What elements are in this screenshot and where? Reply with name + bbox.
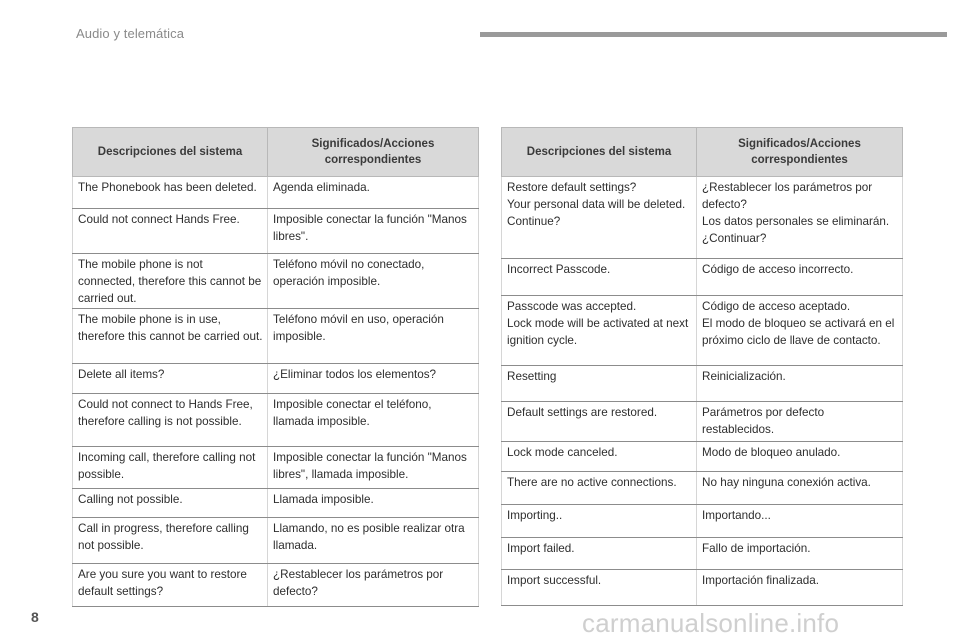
cell-description: Call in progress, therefore calling not possible. — [73, 518, 268, 564]
table-header-row — [73, 128, 479, 177]
cell-description: Import failed. — [502, 538, 697, 570]
column-header-meaning: Significados/Acciones correspondientes — [268, 128, 479, 177]
column-header-description: Descripciones del sistema — [502, 128, 697, 177]
cell-description: Import successful. — [502, 570, 697, 606]
table-row — [502, 402, 903, 442]
page-number: 8 — [31, 609, 39, 625]
watermark: carmanualsonline.info — [582, 608, 840, 638]
cell-meaning: Teléfono móvil en uso, operación imposible. — [268, 309, 479, 364]
messages-table-right — [501, 127, 903, 606]
cell-description: The Phonebook has been deleted. — [73, 177, 268, 209]
table-header-row — [502, 128, 903, 177]
cell-description: Could not connect to Hands Free, therefore calling is not possible. — [73, 394, 268, 447]
cell-meaning: Parámetros por defecto restablecidos. — [697, 402, 903, 442]
cell-description: There are no active connections. — [502, 472, 697, 505]
table-row — [502, 177, 903, 259]
table-row — [73, 447, 479, 489]
table-row — [73, 177, 479, 209]
cell-description: Importing.. — [502, 505, 697, 538]
table-row — [502, 570, 903, 606]
cell-meaning: Fallo de importación. — [697, 538, 903, 570]
cell-description: Delete all items? — [73, 364, 268, 394]
table-row — [502, 472, 903, 505]
cell-meaning: Imposible conectar la función "Manos libres". — [268, 209, 479, 254]
cell-description: Restore default settings? Your personal data will be deleted. Continue? — [502, 177, 697, 259]
cell-meaning: Modo de bloqueo anulado. — [697, 442, 903, 472]
table-row — [502, 538, 903, 570]
column-header-description: Descripciones del sistema — [73, 128, 268, 177]
messages-table-left — [72, 127, 479, 607]
cell-description: Calling not possible. — [73, 489, 268, 518]
cell-meaning: Importando... — [697, 505, 903, 538]
cell-meaning: Imposible conectar la función "Manos libres", llamada imposible. — [268, 447, 479, 489]
cell-description: The mobile phone is not connected, therefore this cannot be carried out. — [73, 254, 268, 309]
table-row — [73, 489, 479, 518]
cell-meaning: Reinicialización. — [697, 366, 903, 402]
table-row — [502, 259, 903, 296]
table-row — [502, 505, 903, 538]
table-row — [73, 564, 479, 607]
cell-meaning: ¿Restablecer los parámetros por defecto? Los datos personales se eliminarán. ¿Continuar? — [697, 177, 903, 259]
cell-description: Incoming call, therefore calling not possible. — [73, 447, 268, 489]
cell-meaning: Importación finalizada. — [697, 570, 903, 606]
cell-meaning: Llamada imposible. — [268, 489, 479, 518]
table-row — [73, 364, 479, 394]
section-title: Audio y telemática — [76, 26, 185, 41]
cell-meaning: ¿Eliminar todos los elementos? — [268, 364, 479, 394]
cell-description: Are you sure you want to restore default settings? — [73, 564, 268, 607]
column-header-meaning: Significados/Acciones correspondientes — [697, 128, 903, 177]
cell-description: Default settings are restored. — [502, 402, 697, 442]
cell-meaning: Código de acceso aceptado. El modo de bloqueo se activará en el próximo ciclo de llave de contacto. — [697, 296, 903, 366]
cell-meaning: Llamando, no es posible realizar otra llamada. — [268, 518, 479, 564]
cell-meaning: No hay ninguna conexión activa. — [697, 472, 903, 505]
cell-description: Resetting — [502, 366, 697, 402]
cell-meaning: Código de acceso incorrecto. — [697, 259, 903, 296]
cell-description: Incorrect Passcode. — [502, 259, 697, 296]
table-row — [73, 394, 479, 447]
header-divider-bar — [480, 32, 947, 37]
cell-meaning: Teléfono móvil no conectado, operación imposible. — [268, 254, 479, 309]
cell-meaning: Agenda eliminada. — [268, 177, 479, 209]
cell-description: Could not connect Hands Free. — [73, 209, 268, 254]
cell-meaning: Imposible conectar el teléfono, llamada imposible. — [268, 394, 479, 447]
table-row — [73, 209, 479, 254]
cell-description: Lock mode canceled. — [502, 442, 697, 472]
cell-description: The mobile phone is in use, therefore this cannot be carried out. — [73, 309, 268, 364]
table-row — [502, 442, 903, 472]
cell-meaning: ¿Restablecer los parámetros por defecto? — [268, 564, 479, 607]
table-row — [73, 309, 479, 364]
cell-description: Passcode was accepted. Lock mode will be activated at next ignition cycle. — [502, 296, 697, 366]
table-row — [73, 518, 479, 564]
table-row — [502, 366, 903, 402]
table-row — [73, 254, 479, 309]
table-row — [502, 296, 903, 366]
